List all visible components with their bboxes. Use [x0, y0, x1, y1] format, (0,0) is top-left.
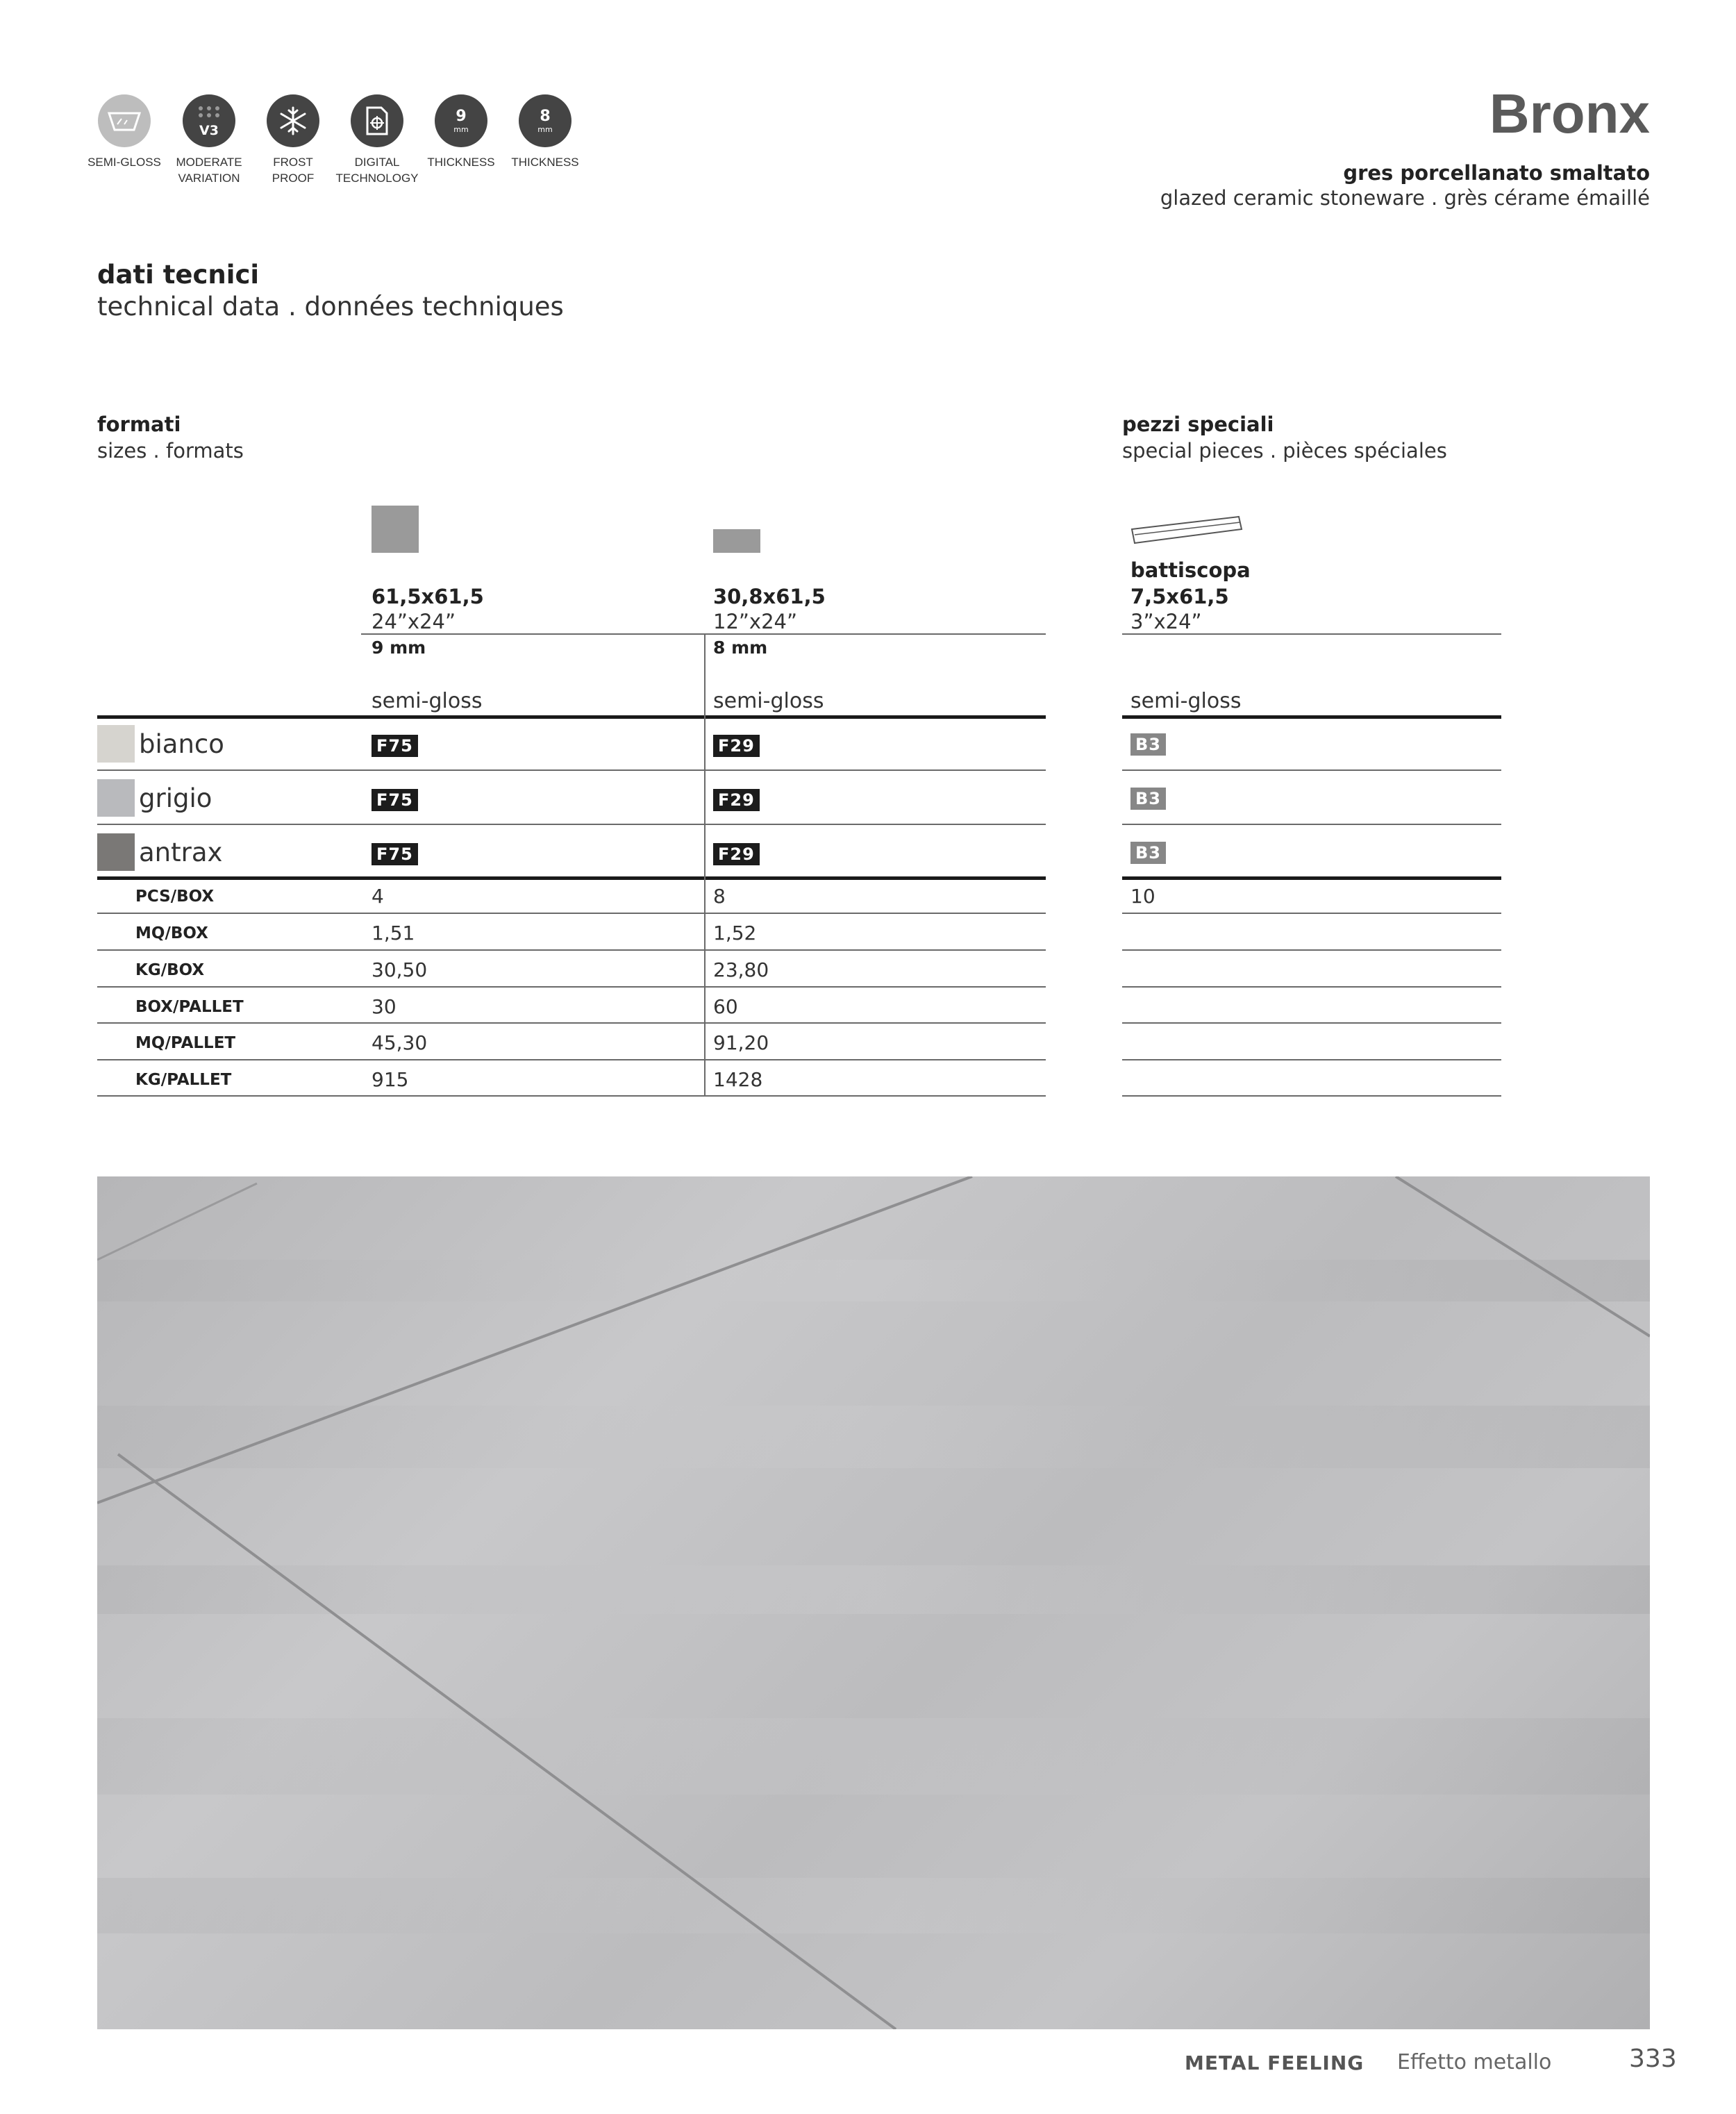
color-name: grigio — [139, 783, 212, 813]
code-badge: F29 — [713, 735, 760, 757]
tile-texture — [97, 1176, 1650, 2029]
skirting-icon — [1129, 513, 1244, 549]
size-finish: semi-gloss — [372, 689, 483, 713]
feature-label: THICKNESS — [511, 156, 579, 169]
row-divider — [1122, 1022, 1501, 1024]
thickness-8-icon — [519, 94, 571, 147]
row-divider — [97, 824, 1046, 825]
feature-digital-technology — [332, 94, 422, 186]
packing-value: 10 — [1130, 885, 1155, 908]
special-size: 7,5x61,5 — [1130, 585, 1229, 608]
feature-moderate-variation — [164, 94, 254, 186]
thickness-9-icon — [435, 94, 487, 147]
packing-label: BOX/PALLET — [135, 998, 244, 1016]
code-badge: F75 — [372, 735, 418, 757]
specials-title-it: pezzi speciali — [1122, 413, 1274, 436]
digital-technology-icon — [351, 94, 403, 147]
packing-label: PCS/BOX — [135, 888, 215, 906]
special-inches: 3”x24” — [1130, 610, 1202, 633]
code-badge: B3 — [1130, 842, 1166, 864]
row-divider — [97, 1059, 1046, 1060]
thickness-unit: mm — [453, 124, 469, 134]
packing-label: KG/BOX — [135, 961, 205, 979]
packing-value: 1,51 — [372, 922, 415, 944]
header-rule — [361, 633, 1046, 635]
feature-thickness-9 — [416, 94, 506, 170]
row-divider — [1122, 949, 1501, 951]
row-divider — [1122, 1095, 1501, 1097]
row-divider — [1122, 913, 1501, 914]
table-mid-rule — [97, 876, 1046, 880]
color-name: antrax — [139, 838, 223, 867]
color-swatch — [97, 779, 135, 817]
specials-title-en: special pieces . pièces spéciales — [1122, 439, 1447, 463]
feature-label: SEMI-GLOSS — [87, 156, 161, 169]
color-swatch — [97, 725, 135, 763]
code-badge: F29 — [713, 843, 760, 865]
row-divider — [1122, 1059, 1501, 1060]
packing-value: 23,80 — [713, 958, 769, 981]
thickness-unit: mm — [537, 124, 553, 134]
row-divider — [97, 949, 1046, 951]
packing-value: 915 — [372, 1068, 409, 1091]
row-divider — [97, 1095, 1046, 1097]
row-divider — [97, 769, 1046, 771]
row-divider — [1122, 824, 1501, 825]
product-subtitle-it: gres porcellanato smaltato — [1343, 161, 1650, 185]
size-finish: semi-gloss — [713, 689, 824, 713]
variation-badge: V3 — [199, 122, 219, 138]
color-name: bianco — [139, 729, 224, 759]
feature-thickness-8 — [500, 94, 590, 170]
table-mid-rule — [1122, 876, 1501, 880]
snowflake-icon — [267, 94, 319, 147]
row-divider — [97, 986, 1046, 988]
sizes-title-it: formati — [97, 413, 181, 436]
feature-label: DIGITAL TECHNOLOGY — [335, 156, 419, 185]
thickness-number: 8 — [540, 107, 551, 125]
packing-value: 60 — [713, 995, 738, 1018]
footer-effect: Effetto metallo — [1397, 2050, 1552, 2074]
semi-gloss-icon — [98, 94, 151, 147]
size-name: 61,5x61,5 — [372, 585, 484, 608]
feature-label: MODERATE VARIATION — [176, 156, 242, 185]
size-name: 30,8x61,5 — [713, 585, 826, 608]
moderate-variation-icon — [183, 94, 235, 147]
header-rule — [1122, 633, 1501, 635]
feature-semi-gloss — [79, 94, 169, 170]
footer-collection: METAL FEELING — [1185, 2051, 1364, 2074]
column-divider — [704, 633, 706, 1096]
size-swatch-rectangle — [713, 529, 760, 553]
row-divider — [97, 913, 1046, 914]
packing-label: MQ/BOX — [135, 924, 208, 942]
feature-label: FROST PROOF — [272, 156, 315, 185]
size-swatch-square — [372, 506, 419, 553]
packing-value: 8 — [713, 885, 726, 908]
section-title-en: technical data . données techniques — [97, 292, 564, 322]
packing-value: 1,52 — [713, 922, 757, 944]
code-badge: F75 — [372, 843, 418, 865]
packing-value: 4 — [372, 885, 384, 908]
size-inches: 24”x24” — [372, 610, 456, 633]
section-title-it: dati tecnici — [97, 260, 260, 290]
code-badge: F29 — [713, 789, 760, 811]
feature-frost-proof — [248, 94, 338, 186]
special-finish: semi-gloss — [1130, 689, 1242, 713]
packing-value: 91,20 — [713, 1031, 769, 1054]
packing-value: 30 — [372, 995, 397, 1018]
table-top-rule — [1122, 715, 1501, 719]
packing-value: 45,30 — [372, 1031, 428, 1054]
row-divider — [1122, 986, 1501, 988]
special-name: battiscopa — [1130, 558, 1251, 582]
product-title: Bronx — [1489, 83, 1650, 144]
size-inches: 12”x24” — [713, 610, 798, 633]
row-divider — [1122, 769, 1501, 771]
feature-label: THICKNESS — [427, 156, 495, 169]
thickness-number: 9 — [456, 107, 467, 125]
code-badge: B3 — [1130, 788, 1166, 810]
packing-value: 30,50 — [372, 958, 428, 981]
page-number: 333 — [1629, 2045, 1677, 2073]
sizes-title-en: sizes . formats — [97, 439, 244, 463]
size-thickness: 9 mm — [372, 638, 426, 658]
packing-label: MQ/PALLET — [135, 1034, 236, 1052]
packing-label: KG/PALLET — [135, 1071, 232, 1089]
color-swatch — [97, 833, 135, 871]
product-subtitle-en: glazed ceramic stoneware . grès cérame émaillé — [1160, 186, 1650, 210]
table-top-rule — [97, 715, 1046, 719]
code-badge: B3 — [1130, 733, 1166, 756]
packing-value: 1428 — [713, 1068, 763, 1091]
product-photo — [97, 1176, 1650, 2029]
code-badge: F75 — [372, 789, 418, 811]
row-divider — [97, 1022, 1046, 1024]
size-thickness: 8 mm — [713, 638, 768, 658]
